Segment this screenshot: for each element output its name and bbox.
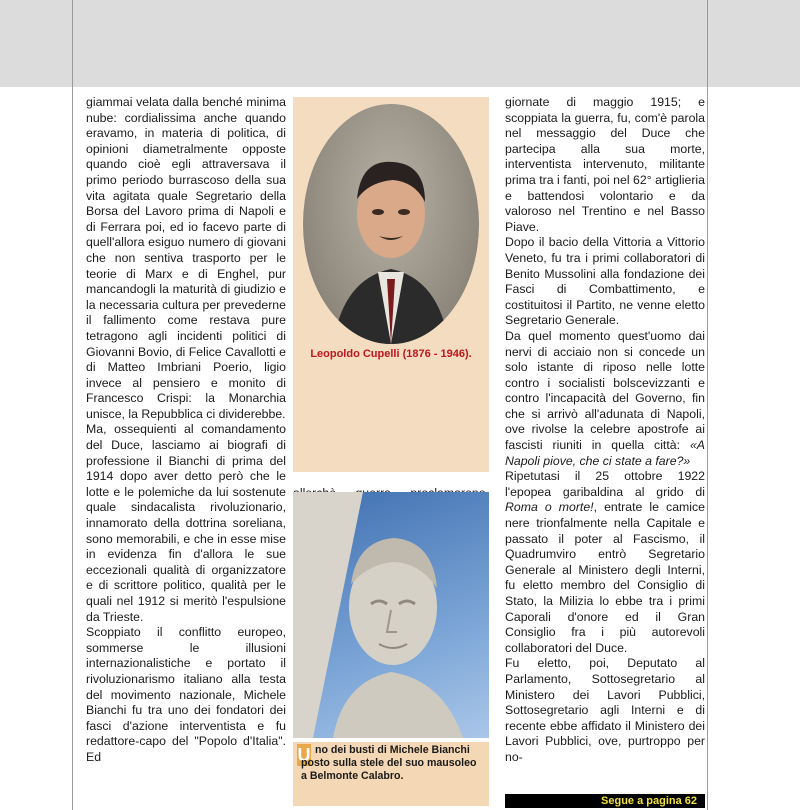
paragraph: giornate di maggio 1915; e scoppiata la guerra, fu, com'è parola nel messaggio del Duce che partecipa alla sua morte, interventista intervenuto, militante prima tra i fanti, poi nel 62° artiglieria e battendosi volontario e da valoroso nel Trentino e nel Basso Piave. — [505, 95, 705, 234]
portrait-frame — [293, 97, 489, 472]
left-margin-rule — [72, 0, 73, 810]
right-margin-rule — [707, 0, 708, 810]
quote-roma: Roma o morte! — [505, 500, 594, 515]
paragraph: Fu eletto, poi, Deputato al Parlamento, Sottosegretario al Ministero dei Lavori Pubblici, Sottosegretario agli Interni e di recente ebbe affidato il Ministero dei Lavori Pubblici, ove, purtroppo per no- — [505, 656, 705, 764]
portrait-caption: Leopoldo Cupelli (1876 - 1946). — [310, 348, 472, 360]
paragraph — [505, 329, 705, 469]
continues-on-page-banner — [505, 794, 705, 808]
paragraph: Scoppiato il conflitto europeo, sommerse le illusioni internazionalistiche e portato il rivoluzionarismo italiano alla testa del movimento nazionale, Michele Bianchi fu tra uno dei fondatori dei fasci d'azione interventista e fu redattore-capo del "Popolo d'Italia". Ed — [86, 625, 286, 764]
bust-caption: no dei busti di Michele Bianchi posto sulla stele del suo mausoleo a Belmonte Calabro. — [301, 744, 477, 782]
paragraph — [505, 469, 705, 656]
article-column-left — [86, 95, 286, 766]
bust-photo-michele-bianchi — [293, 492, 489, 738]
bust-frame — [293, 492, 489, 808]
caption-dropcap: U — [297, 745, 311, 765]
bust-caption-box — [293, 742, 489, 806]
paragraph-text: Da quel momento quest'uomo dai nervi di acciaio non si concede un solo istante di riposo nelle lotte contro i socialisti bolscevizzanti e contro l'incapacità del Governo, fin che si arrivò all'adunata di Napoli, ove rivolse la celebre apostrofe ai fascisti riuniti in quella città: — [505, 328, 705, 453]
paragraph: giammai velata dalla benché minima nube: cordialissima anche quando eravamo, in materia di politica, di opinioni diametralmente opposte quando cioè egli attraversava il primo periodo burrascoso della sua vita agitata quale Segretario della Borsa del Lavoro prima di Napoli e di Ferrara poi, ed io facevo parte di quell'allora esiguo numero di giovani che non sentiva trasporto per le teorie di Marx e di Enghel, pur mancandogli la maturità di giudizio e la necessaria cultura per prevederne il fallimento come restava pure tetragono agli incidenti politici di Giovanni Bovio, di Felice Cavallotti e di Matteo Imbriani Poerio, ligio invece al pensiero e monito di Francesco Crispi: la Monarchia unisce, la Repubblica ci dividerebbe. — [86, 95, 286, 421]
page-top-band — [0, 0, 800, 87]
portrait-photo-leopoldo-cupelli — [303, 104, 479, 344]
article-column-right — [505, 95, 705, 766]
paragraph-text: , entrate le camice nere trionfalmente nella Capitale e passato il poter al Fascismo, il Quadrumviro entrò Segretario Generale al Ministero degli Interni, fu eletto membro del Consiglio di Stato, la Milizia lo ebbe tra i primi Caporali d'onore ed il Gran Consiglio fra i più autorevoli collaboratori del Duce. — [505, 500, 705, 655]
quote-napoli: «A Napoli piove, che ci state a fare?» — [505, 438, 705, 468]
portrait-illustration — [303, 104, 479, 344]
paragraph: Ma, ossequienti al comandamento del Duce, lasciamo ai biografi di professione il Bianchi di prima del 1914 dopo aver detto però che le lotte e le polemiche da lui sostenute quale sindacalista rivoluzionario, innamorato della dottrina soreliana, sono memorabili, e che in esse mise in evidenza fin d'allora le sue eccezionali qualità di organizzatore e di scrittore politico, qualità per le quali nel 1912 si meritò l'espulsione da Trieste. — [86, 422, 286, 624]
bust-illustration — [293, 492, 489, 738]
paragraph-text: Ripetutasi il 25 ottobre 1922 l'epopea garibaldina al grido di — [505, 469, 705, 499]
continues-label: Segue a pagina 62 — [601, 795, 697, 807]
paragraph: Dopo il bacio della Vittoria a Vittorio Veneto, fu tra i primi collaboratori di Benito Mussolini alla fondazione dei Fasci di Combattimento, e costituitosi il Partito, ne venne eletto Segretario Generale. — [505, 235, 705, 328]
